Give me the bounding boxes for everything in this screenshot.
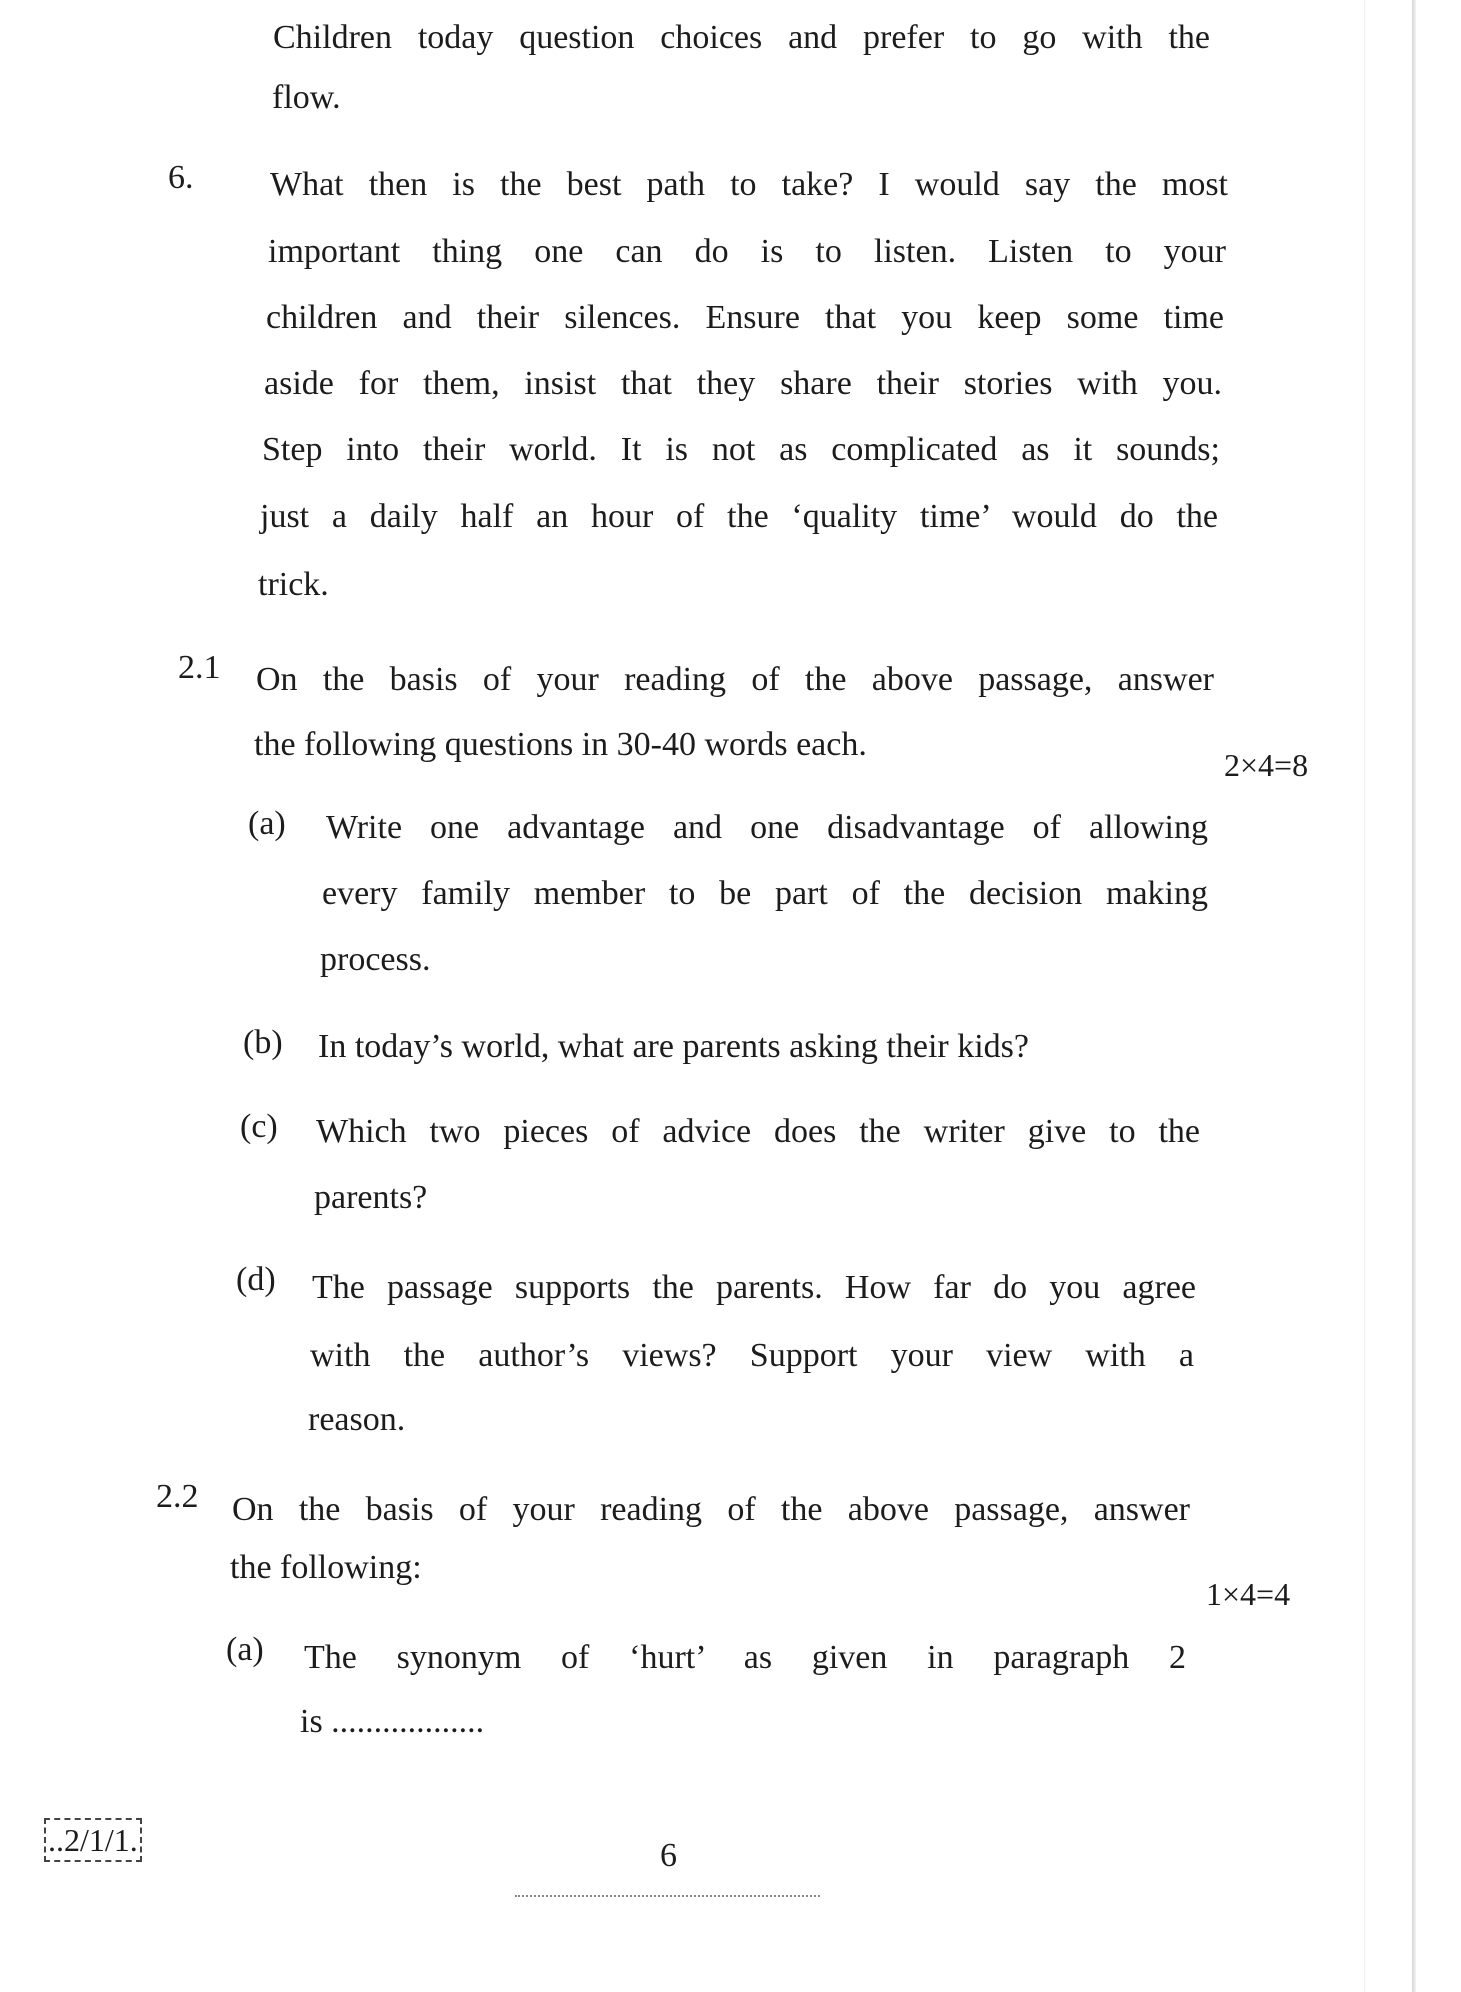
paragraph-line: important thing one can do is to listen. Listen to your — [268, 233, 1226, 270]
paragraph-line: children and their silences. Ensure that you keep some time — [266, 299, 1224, 336]
marks-label: 1×4=4 — [1206, 1576, 1291, 1612]
subquestion-label: (b) — [243, 1024, 283, 1061]
question-number: 2.2 — [156, 1478, 199, 1515]
subquestion-line: every family member to be part of the decision making — [322, 875, 1208, 912]
question-line: the following: — [230, 1549, 422, 1586]
subquestion-line: with the author’s views? Support your view with a — [310, 1337, 1194, 1374]
subquestion-line: parents? — [314, 1179, 428, 1216]
subquestion-line: The passage supports the parents. How far do you agree — [312, 1269, 1196, 1306]
paragraph-number: 6. — [168, 159, 194, 196]
paper-code-box: ..2/1/1. — [44, 1818, 142, 1862]
paragraph-line: just a daily half an hour of the ‘quality time’ would do the — [260, 498, 1218, 535]
subquestion-line: In today’s world, what are parents asking their kids? — [318, 1028, 1029, 1065]
subquestion-line: is .................. — [300, 1703, 485, 1740]
subquestion-line: Which two pieces of advice does the writer give to the — [316, 1113, 1200, 1150]
subquestion-line: Write one advantage and one disadvantage of allowing — [326, 809, 1208, 846]
paragraph-line: aside for them, insist that they share their stories with you. — [264, 365, 1222, 402]
footer-divider — [515, 1895, 820, 1897]
scan-edge-shadow-inner — [1364, 0, 1366, 1992]
question-line: the following questions in 30-40 words each. — [254, 726, 867, 763]
subquestion-label: (a) — [248, 805, 286, 842]
passage-line: flow. — [272, 79, 341, 116]
subquestion-label: (a) — [226, 1631, 264, 1668]
paragraph-line: Step into their world. It is not as complicated as it sounds; — [262, 431, 1220, 468]
subquestion-label: (d) — [236, 1261, 276, 1298]
question-line: On the basis of your reading of the above passage, answer — [256, 661, 1214, 698]
scan-edge-shadow — [1412, 0, 1416, 1992]
subquestion-line: process. — [320, 941, 431, 978]
subquestion-line: reason. — [308, 1401, 406, 1438]
marks-label: 2×4=8 — [1224, 747, 1309, 783]
passage-line: Children today question choices and prefer to go with the — [273, 19, 1210, 56]
subquestion-label: (c) — [240, 1108, 278, 1145]
subquestion-line: The synonym of ‘hurt’ as given in paragraph 2 — [304, 1639, 1186, 1676]
page-number: 6 — [660, 1837, 677, 1874]
paragraph-line: trick. — [258, 566, 329, 603]
paragraph-line: What then is the best path to take? I would say the most — [270, 166, 1228, 203]
question-number: 2.1 — [178, 649, 221, 686]
question-line: On the basis of your reading of the above passage, answer — [232, 1491, 1190, 1528]
